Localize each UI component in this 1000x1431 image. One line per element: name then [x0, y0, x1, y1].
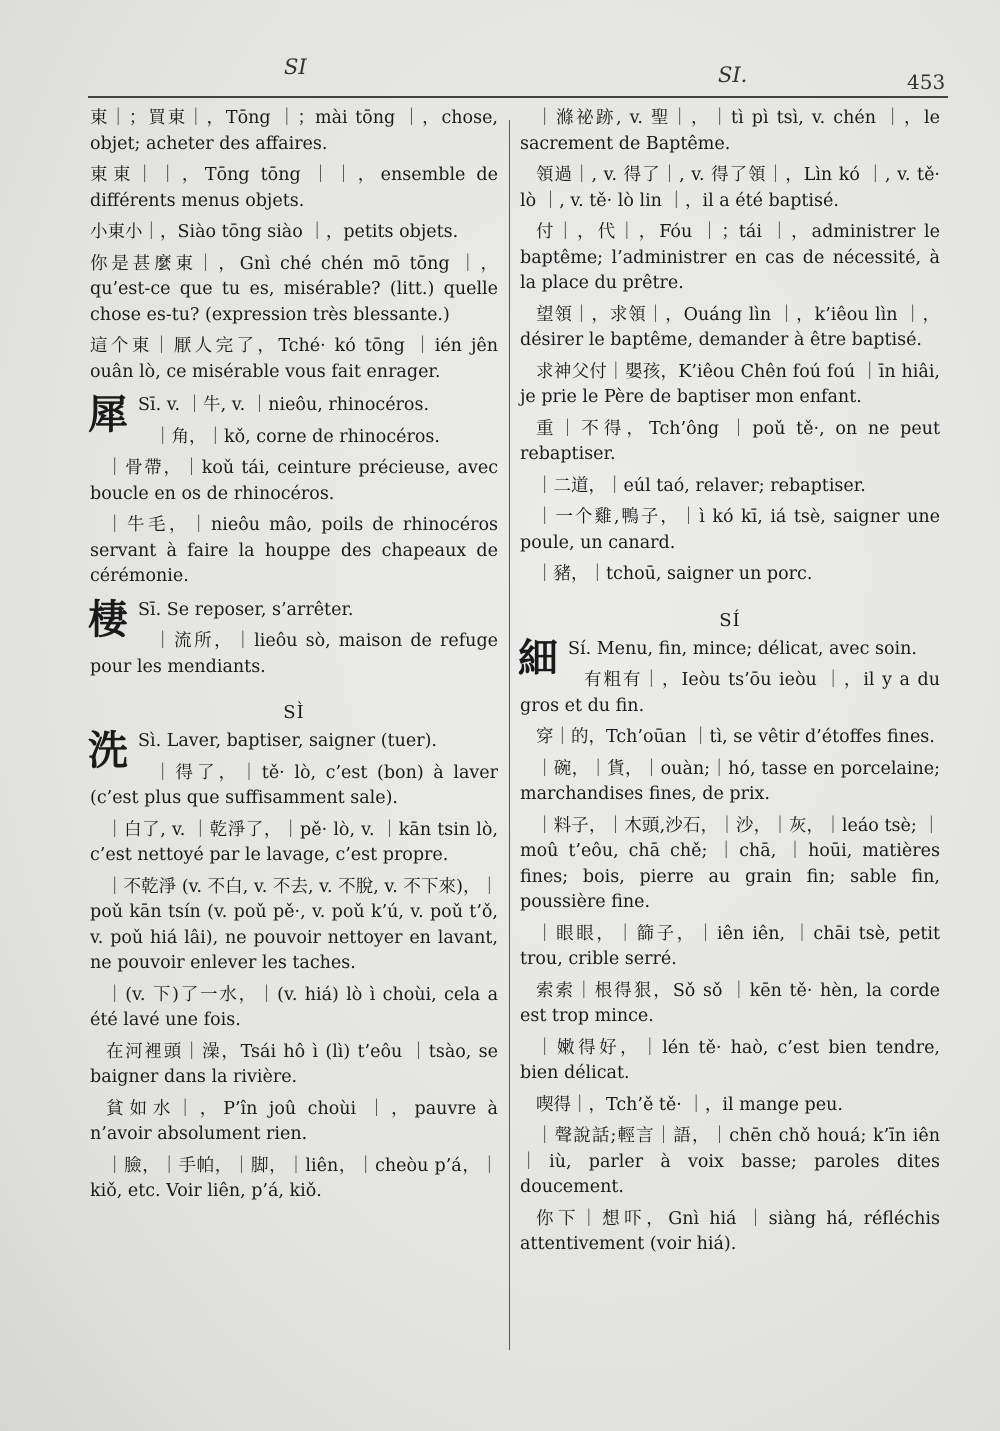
- sub-entry: ｜牛毛，｜nieôu mâo, poils de rhinocéros servant à faire la houppe des chapeaux de cérémonie.: [90, 515, 498, 586]
- entry: 東｜；買東｜，Tōng ｜；mài tōng ｜，chose, objet; acheter des affaires.: [90, 108, 498, 154]
- right-column: [520, 106, 940, 1264]
- sub-entry: ｜骨帶，｜koǔ tái, ceinture précieuse, avec boucle en os de rhinocéros.: [90, 458, 498, 504]
- sub-entry: ｜滌祕跡, v. 聖｜，｜tì pì tsì, v. chén ｜，le sacrement de Baptême.: [520, 108, 940, 154]
- sub-entry: 求神父付｜嬰孩，K’iêou Chên foú foú ｜īn hiâi, je prie le Père de baptiser mon enfant.: [520, 361, 940, 407]
- entry: 你是甚麼東｜，Gnì ché chén mō tōng ｜，qu’est-ce que tu es, misérable? (litt.) quelle chose es-tu? (expression très blessante.): [90, 253, 498, 325]
- sub-entry: ｜嫩得好，｜lén tě· haò, c’est bien tendre, bien délicat.: [520, 1037, 940, 1083]
- sub-entry: 索索｜根得狠，Sǒ sǒ ｜kēn tě· hèn, la corde est trop mince.: [520, 980, 940, 1026]
- headword-definition: Sí. Menu, fin, mince; délicat, avec soin.: [568, 638, 917, 659]
- sub-entry: 望領｜，求領｜，Ouáng lìn ｜，k’iêou lìn ｜，désirer le baptême, demander à être baptisé.: [520, 304, 940, 350]
- section-heading: SÍ: [719, 609, 741, 631]
- sub-entry: ｜豬，｜tchoū, saigner un porc.: [536, 564, 813, 584]
- sub-entry: 有粗有｜，Ieòu ts’ōu ieòu ｜，il y a du gros et du fin.: [520, 670, 940, 716]
- sub-entry: ｜眼眼，｜篩子，｜iên iên, ｜chāi tsè, petit trou, crible serré.: [520, 923, 940, 969]
- sub-entry: 貧如水｜，P’în joû choùi ｜，pauvre à n’avoir absolument rien.: [90, 1098, 498, 1144]
- entry: 東東｜｜，Tōng tōng ｜｜，ensemble de différents menus objets.: [90, 165, 498, 211]
- section-heading: SÌ: [283, 702, 305, 723]
- headword-entry-rest: [88, 596, 498, 643]
- headword-definition: Sì. Laver, baptiser, saigner (tuer).: [138, 731, 437, 751]
- sub-entry: 重｜不得，Tch’ông ｜poǔ tě·, on ne peut rebaptiser.: [520, 418, 940, 464]
- sub-entry: ｜不乾淨 (v. 不白, v. 不去, v. 不脫, v. 不下來)，｜poǔ kān tsín (v. poǔ pě·, v. poǔ k’ú, v. poǔ t’ǒ, v. poǔ hiá lâi), ne pouvoir nettoyer en lavant, ne pouvoir enlever les taches.: [90, 876, 498, 973]
- sub-entry: ｜二道，｜eúl taó, relaver; rebaptiser.: [536, 475, 866, 496]
- sub-entry: ｜白了, v. ｜乾淨了，｜pě· lò, v. ｜kān tsin lò, c’est nettoyé par le lavage, c’est propre.: [90, 819, 498, 865]
- headword-definition: Sī. Se reposer, s’arrêter.: [138, 599, 354, 620]
- entry: 小東小｜，Siào tōng siào ｜，petits objets.: [90, 222, 459, 242]
- left-column: [90, 106, 498, 1211]
- headword-char: 棲: [88, 596, 128, 643]
- headword-char: 洗: [88, 728, 128, 774]
- sub-entry: 領過｜, v. 得了｜, v. 得了領｜，Lìn kó ｜, v. tě· lò ｜, v. tě· lò lin ｜，il a été baptisé.: [520, 165, 940, 211]
- sub-entry: 你下｜想吓，Gnì hiá ｜siàng há, réfléchis attentivement (voir hiá).: [520, 1208, 940, 1254]
- sub-entry: 在河裡頭｜澡，Tsái hô ì (lì) t’eôu ｜tsào, se baigner dans la rivière.: [90, 1041, 498, 1087]
- running-header-left: SI: [284, 55, 307, 79]
- running-header-right: SI.: [718, 63, 748, 87]
- sub-entry: ｜得了，｜tě· lò, c’est (bon) à laver (c’est plus que suffisamment sale).: [90, 762, 498, 808]
- headword-entry-wash: [88, 728, 498, 774]
- headword-definition: Sī. v. ｜牛, v. ｜nieôu, rhinocéros.: [138, 395, 430, 415]
- sub-entry: ｜碗，｜貨，｜ouàn;｜hó, tasse en porcelaine; marchandises fines, de prix.: [520, 758, 940, 804]
- headword-entry-fine: [518, 635, 940, 682]
- page-number: 453: [907, 70, 946, 94]
- headword-char: 犀: [88, 392, 128, 438]
- sub-entry: 付｜，代｜，Fóu ｜；tái ｜，administrer le baptême; l’administrer en cas de nécessité, à la place du prêtre.: [520, 222, 940, 293]
- sub-entry: 喫得｜，Tch’ě tě· ｜，il mange peu.: [536, 1094, 843, 1115]
- sub-entry: 穿｜的，Tch’oūan ｜tì, se vêtir d’étoffes fines.: [536, 727, 935, 747]
- sub-entry: ｜聲說話;輕言｜語，｜chēn chǒ houá; k’īn iên ｜iù, parler à voix basse; paroles dites doucement.: [520, 1126, 940, 1197]
- column-divider: [509, 120, 510, 1350]
- sub-entry: ｜一个雞,鴨子，｜ì kó kī, iá tsè, saigner une poule, un canard.: [520, 507, 940, 553]
- entry: 這个東｜厭人完了，Tché· kó tōng ｜ién jên ouân lò, ce misérable vous fait enrager.: [90, 336, 498, 382]
- sub-entry: ｜臉，｜手帕，｜脚，｜liên，｜cheòu p’á，｜kiǒ, etc. Voir liên, p’á, kiǒ.: [90, 1155, 498, 1201]
- header-rule: [88, 96, 948, 98]
- headword-char: 細: [518, 635, 558, 682]
- sub-entry: ｜料子，｜木頭,沙石，｜沙，｜灰，｜leáo tsè; ｜moû t’eôu, chā chě; ｜chā, ｜hoūi, matières fines; bois, pierre au grain fin; sable fin, poussière fine.: [520, 815, 940, 912]
- sub-entry: ｜流所，｜lieôu sò, maison de refuge pour les mendiants.: [90, 631, 498, 677]
- sub-entry: ｜角，｜kǒ, corne de rhinocéros.: [154, 426, 440, 447]
- sub-entry: ｜(v. 下)了一水，｜(v. hiá) lò ì choùi, cela a été lavé une fois.: [90, 984, 498, 1030]
